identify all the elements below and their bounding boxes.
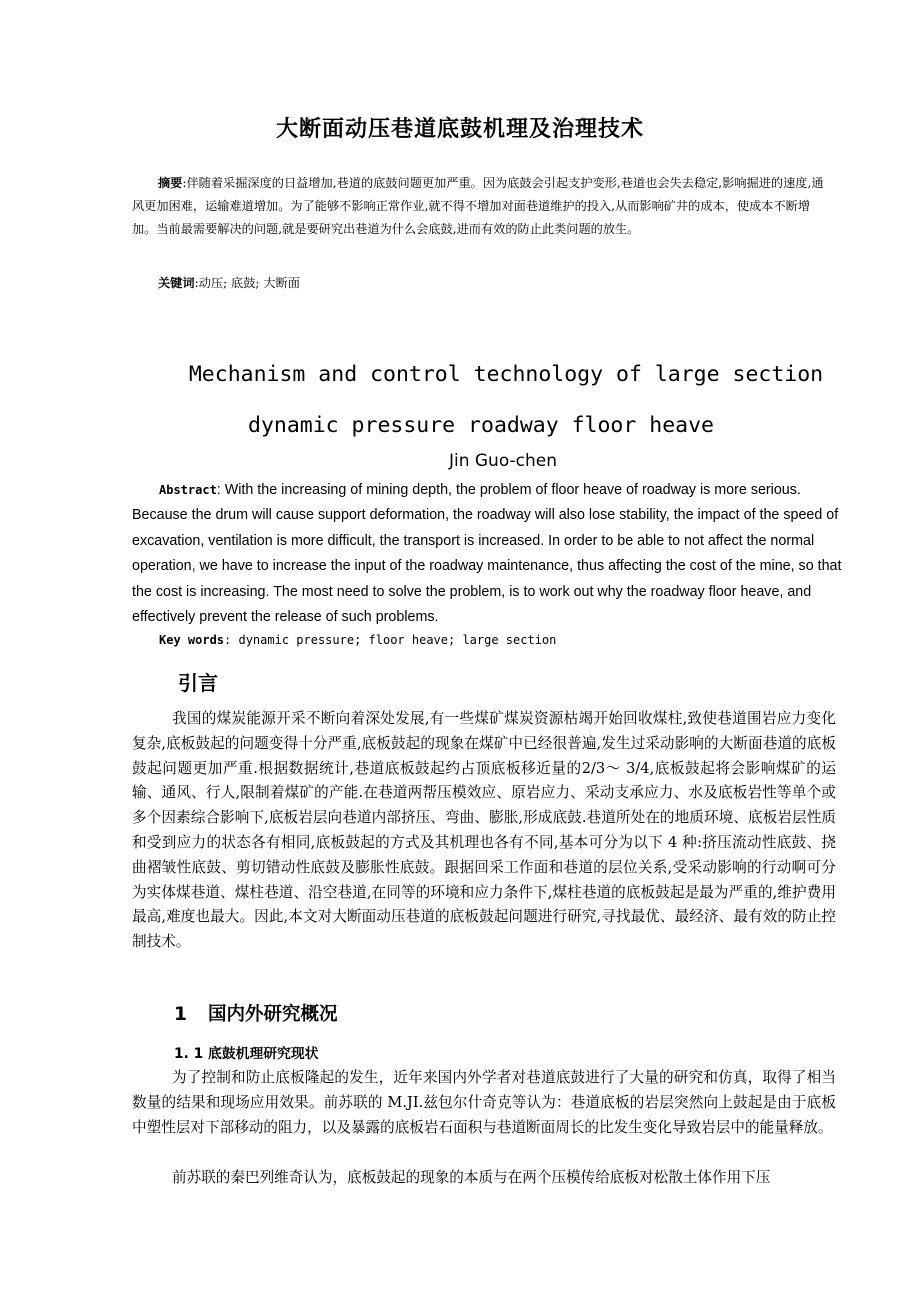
chinese-title: 大断面动压巷道底鼓机理及治理技术: [275, 117, 644, 142]
chinese-keywords-label: 关键词: [158, 276, 195, 290]
english-title-line-2: dynamic pressure roadway floor heave: [248, 413, 714, 438]
english-title-line-1: Mechanism and control technology of large section: [188, 362, 824, 387]
author-name: Jin Guo-chen: [448, 451, 558, 471]
english-abstract-label: Abstract: [159, 483, 217, 497]
english-keywords-label: Key words: [159, 633, 225, 647]
english-abstract-text: : With the increasing of mining depth, the problem of floor heave of roadway is more serious. Because the drum will cause support deformation, the roadway will also lose stability, the impact of the speed of excavation, ventilation is more difficult, the transport is increased. In order to be able to not affect the normal operation, we have to increase the input of the roadway maintenance, thus affecting the cost of the mine, so that the cost is increasing. The most need to solve the problem, is to work out why the roadway floor heave, and effectively prevent the release of such problems.: [132, 482, 842, 626]
chinese-keywords: [158, 274, 300, 291]
section-1-number: 1: [174, 1004, 187, 1025]
introduction-heading: 引言: [178, 671, 218, 695]
section-1-1-paragraph-2: 前苏联的秦巴列维奇认为，底板鼓起的现象的本质与在两个压模传给底板对松散土体作用下压: [172, 1169, 771, 1186]
chinese-keywords-text: :动压; 底鼓; 大断面: [194, 276, 300, 290]
english-keywords: [159, 633, 556, 647]
section-1-title: 国内外研究概况: [208, 1004, 338, 1025]
introduction-paragraph: 我国的煤炭能源开采不断向着深处发展,有一些煤矿煤炭资源枯竭开始回收煤柱,致使巷道围岩应力变化复杂,底板鼓起的问题变得十分严重,底板鼓起的现象在煤矿中已经很普遍,发生过采动影响的大断面巷道的底板鼓起问题更加严重.根据数据统计,巷道底板鼓起约占顶底板移近量的2/3～ 3/4,底板鼓起将会影响煤矿的运输、通风、行人,限制着煤矿的产能.在巷道两帮压模效应、原岩应力、采动支承应力、水及底板岩性等单个或多个因素综合影响下,底板岩层向巷道内部挤压、弯曲、膨胀,形成底鼓.巷道所处在的地质环境、底板岩层性质和受到应力的状态各有相同,底板鼓起的方式及其机理也各有不同,基本可分为以下 4 种:挤压流动性底鼓、挠曲褶皱性底鼓、剪切错动性底鼓及膨胀性底鼓。跟据回采工作面和巷道的层位关系,受采动影响的行动啊可分为实体煤巷道、煤柱巷道、沿空巷道,在同等的环境和应力条件下,煤柱巷道的底板鼓起是最为严重的,维护费用最高,难度也最大。因此,本文对大断面动压巷道的底板鼓起问题进行研究,寻找最优、最经济、最有效的防止控制技术。: [132, 710, 836, 951]
english-abstract: [132, 478, 844, 630]
section-1-1-paragraph-1: 为了控制和防止底板隆起的发生，近年来国内外学者对巷道底鼓进行了大量的研究和仿真，取得了相当数量的结果和现场应用效果。前苏联的 M.JI.兹包尔什奇克等认为：巷道底板的岩层突然向上鼓起是由于底板中塑性层对下部移动的阻力，以及暴露的底板岩石面积与巷道断面周长的比发生变化导致岩层中的能量释放。: [132, 1069, 836, 1136]
section-1-heading: [174, 1000, 338, 1026]
chinese-abstract: [132, 172, 832, 241]
english-keywords-text: : dynamic pressure; floor heave; large section: [224, 633, 557, 647]
chinese-abstract-text: :伴随着采掘深度的日益增加,巷道的底鼓问题更加严重。因为底鼓会引起支护变形,巷道也会失去稳定,影响掘进的速度,通风更加困难，运输难道增加。为了能够不影响正常作业,就不得不增加对面巷道维护的投入,从而影响矿井的成本，使成本不断增加。当前最需要解决的问题,就是要研究出巷道为什么会底鼓,进而有效的防止此类问题的放生。: [132, 176, 824, 236]
chinese-abstract-label: 摘要: [158, 176, 183, 190]
section-1-1-heading: 1. 1 底鼓机理研究现状: [174, 1046, 319, 1062]
